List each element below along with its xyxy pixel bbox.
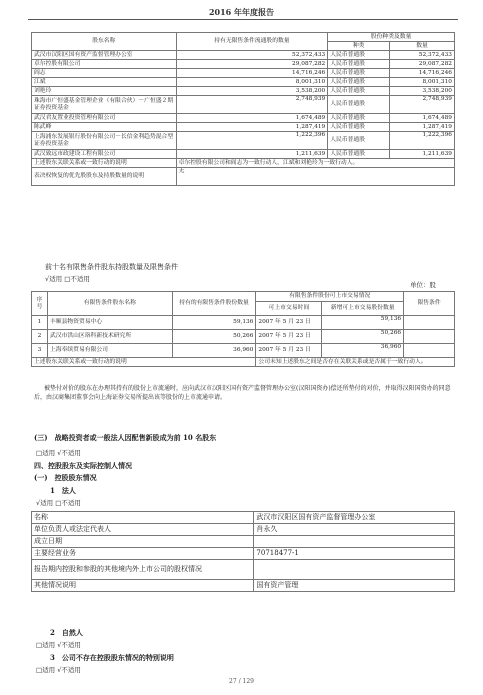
table-row: 武汉市汉阳区国有资产监督管理办公室 52,372,433 人民币普通股 52,372,433 bbox=[32, 51, 455, 60]
table-row: 上海浦东发展银行股份有限公司－长信金利趋势混合型证券投资基金 1,222,396 人民币普通股 1,222,396 bbox=[32, 132, 455, 150]
table-row: 刘艳玲 3,538,200 人民币普通股 3,538,200 bbox=[32, 87, 455, 96]
col-header-name: 股东名称 bbox=[32, 33, 177, 51]
table-row: 2 武汉市洪山区珞科新技术研究所 50,266 2007 年 5 月 23 日 50,266 bbox=[32, 330, 455, 344]
applicable-legal-person: √适用 □不适用 bbox=[36, 499, 81, 507]
applicable-restricted: √适用 □不适用 bbox=[45, 275, 90, 283]
section-title-legal-person: 1 法人 bbox=[50, 486, 76, 495]
advance-payment-note: 被垫付对价的股东在办理其持有的股份上市流通时，应向武汉市汉阳区国有资产监督管理办公室(汉阳国资办)偿还所垫付的对价，并取得汉阳国资办的同意后，由汉商集团董事会向上海证券交易所提出该等股份的上市流通申请。 bbox=[34, 385, 451, 401]
table-row: 其他情况说明 国有资产管理 bbox=[32, 580, 455, 592]
page-number: 27 / 129 bbox=[229, 678, 254, 685]
preferred-row: 表决权恢复的优先股股东及持股数量的说明 无 bbox=[32, 168, 455, 186]
table-row: 江斌 8,001,310 人民币普通股 8,001,310 bbox=[32, 78, 455, 87]
table-row: 报告期内控股和参股的其他境内外上市公司的股权情况 bbox=[32, 560, 455, 580]
unit-label: 单位：股 bbox=[410, 281, 436, 289]
col-header-name: 有限售条件股东名称 bbox=[47, 292, 172, 316]
table-row: 陈武峰 1,287,419 人民币普通股 1,287,419 bbox=[32, 123, 455, 132]
table-row: 卓尔控股有限公司 29,087,282 人民币普通股 29,087,282 bbox=[32, 60, 455, 69]
table-row: 珠海市广恒盛基金管理企业（有限合伙）－广恒盛２期证券投资基金 2,748,939 人民币普通股 2,748,939 bbox=[32, 96, 455, 114]
table-row: 1 丰顺县物资贸易中心 59,136 2007 年 5 月 23 日 59,136 bbox=[32, 316, 455, 330]
col-header-type-group: 股份种类及数量 bbox=[328, 33, 455, 42]
section-title-controlling-shareholder: (一) 控股股东情况 bbox=[34, 473, 97, 482]
page-header: 2016 年年度报告 bbox=[208, 7, 275, 17]
table-row: 成立日期 bbox=[32, 536, 455, 548]
table-row: 3 上海奉缤贸易有限公司 36,960 2007 年 5 月 23 日 36,960 bbox=[32, 344, 455, 358]
col-header-seq: 序号 bbox=[32, 292, 48, 316]
col-header-qty: 持有无限售条件流通股的数量 bbox=[176, 33, 328, 51]
col-header-group: 有限售条件股份可上市交易情况 bbox=[256, 292, 404, 302]
table-row: 武汉君友置业投资管理有限公司 1,674,489 人民币普通股 1,674,489 bbox=[32, 114, 455, 123]
table-row: 武汉致远市政建设工程有限公司 1,211,639 人民币普通股 1,211,639 bbox=[32, 150, 455, 159]
restricted-shareholders-table bbox=[31, 291, 455, 367]
relation-row: 上述股东关联关系或一致行动的说明 卓尔控股有限公司和阎志为一致行动人，江斌和刘艳玲为一致行动人。 bbox=[32, 159, 455, 168]
col-header-amount: 数量 bbox=[390, 42, 455, 51]
section-title-restricted: 前十名有限售条件股东持股数量及限售条件 bbox=[45, 263, 178, 271]
relation-row: 上述股东关联关系或一致行动的说明 公司未知上述股东之间是否存在关联关系或是否属于一致行动人。 bbox=[32, 358, 455, 367]
table-row: 主要经营业务 70718477-1 bbox=[32, 548, 455, 560]
applicable-no-controller: □适用 √不适用 bbox=[36, 666, 81, 674]
col-header-type: 种类 bbox=[328, 42, 390, 51]
col-header-new: 新增可上市交易股份数量 bbox=[322, 302, 404, 316]
legal-person-table bbox=[31, 511, 455, 592]
section-title-strategic: (三) 战略投资者或一般法人因配售新股成为前 10 名股东 bbox=[34, 433, 217, 442]
col-header-cond: 限售条件 bbox=[404, 292, 455, 316]
col-header-qty: 持有的有限售条件股份数量 bbox=[172, 292, 256, 316]
table-row: 名称 武汉市汉阳区国有资产监督管理办公室 bbox=[32, 512, 455, 524]
applicable-strategic: □适用 √不适用 bbox=[36, 449, 81, 457]
table-row: 单位负责人或法定代表人 肖永久 bbox=[32, 524, 455, 536]
col-header-date: 可上市交易时间 bbox=[256, 302, 322, 316]
section-title-no-controller: 3 公司不存在控股股东情况的特别说明 bbox=[50, 653, 174, 662]
section-title-controlling: 四、控股股东及实际控制人情况 bbox=[34, 461, 132, 470]
unrestricted-shareholders-table bbox=[31, 32, 455, 186]
table-row: 阎志 14,716,246 人民币普通股 14,716,246 bbox=[32, 69, 455, 78]
section-title-natural-person: 2 自然人 bbox=[50, 628, 83, 637]
header-divider bbox=[28, 19, 458, 20]
applicable-natural-person: □适用 √不适用 bbox=[36, 641, 81, 649]
